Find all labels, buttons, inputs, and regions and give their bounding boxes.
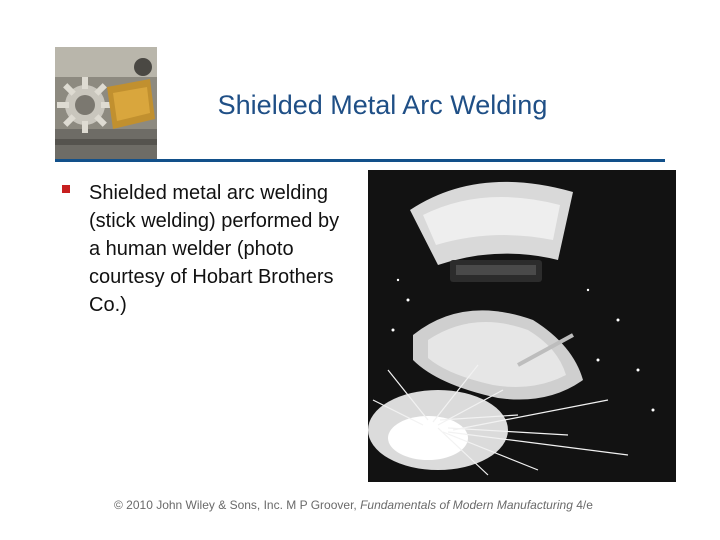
footer-citation [114, 497, 654, 513]
title-divider [55, 159, 665, 162]
slide-title: Shielded Metal Arc Welding [217, 90, 548, 120]
machine-tool-photo [55, 47, 157, 159]
welder-photo [368, 170, 676, 482]
footer-copyright: © 2010 John Wiley & Sons, Inc. M P Groover, [114, 498, 361, 512]
footer-book-title: Fundamentals of Modern Manufacturing [360, 498, 573, 512]
bullet-text: Shielded metal arc welding (stick welding) performed by a human welder (photo courtesy of Hobart Brothers Co.) [89, 182, 340, 316]
footer-edition: 4/e [572, 498, 593, 512]
square-bullet-icon [62, 185, 70, 193]
